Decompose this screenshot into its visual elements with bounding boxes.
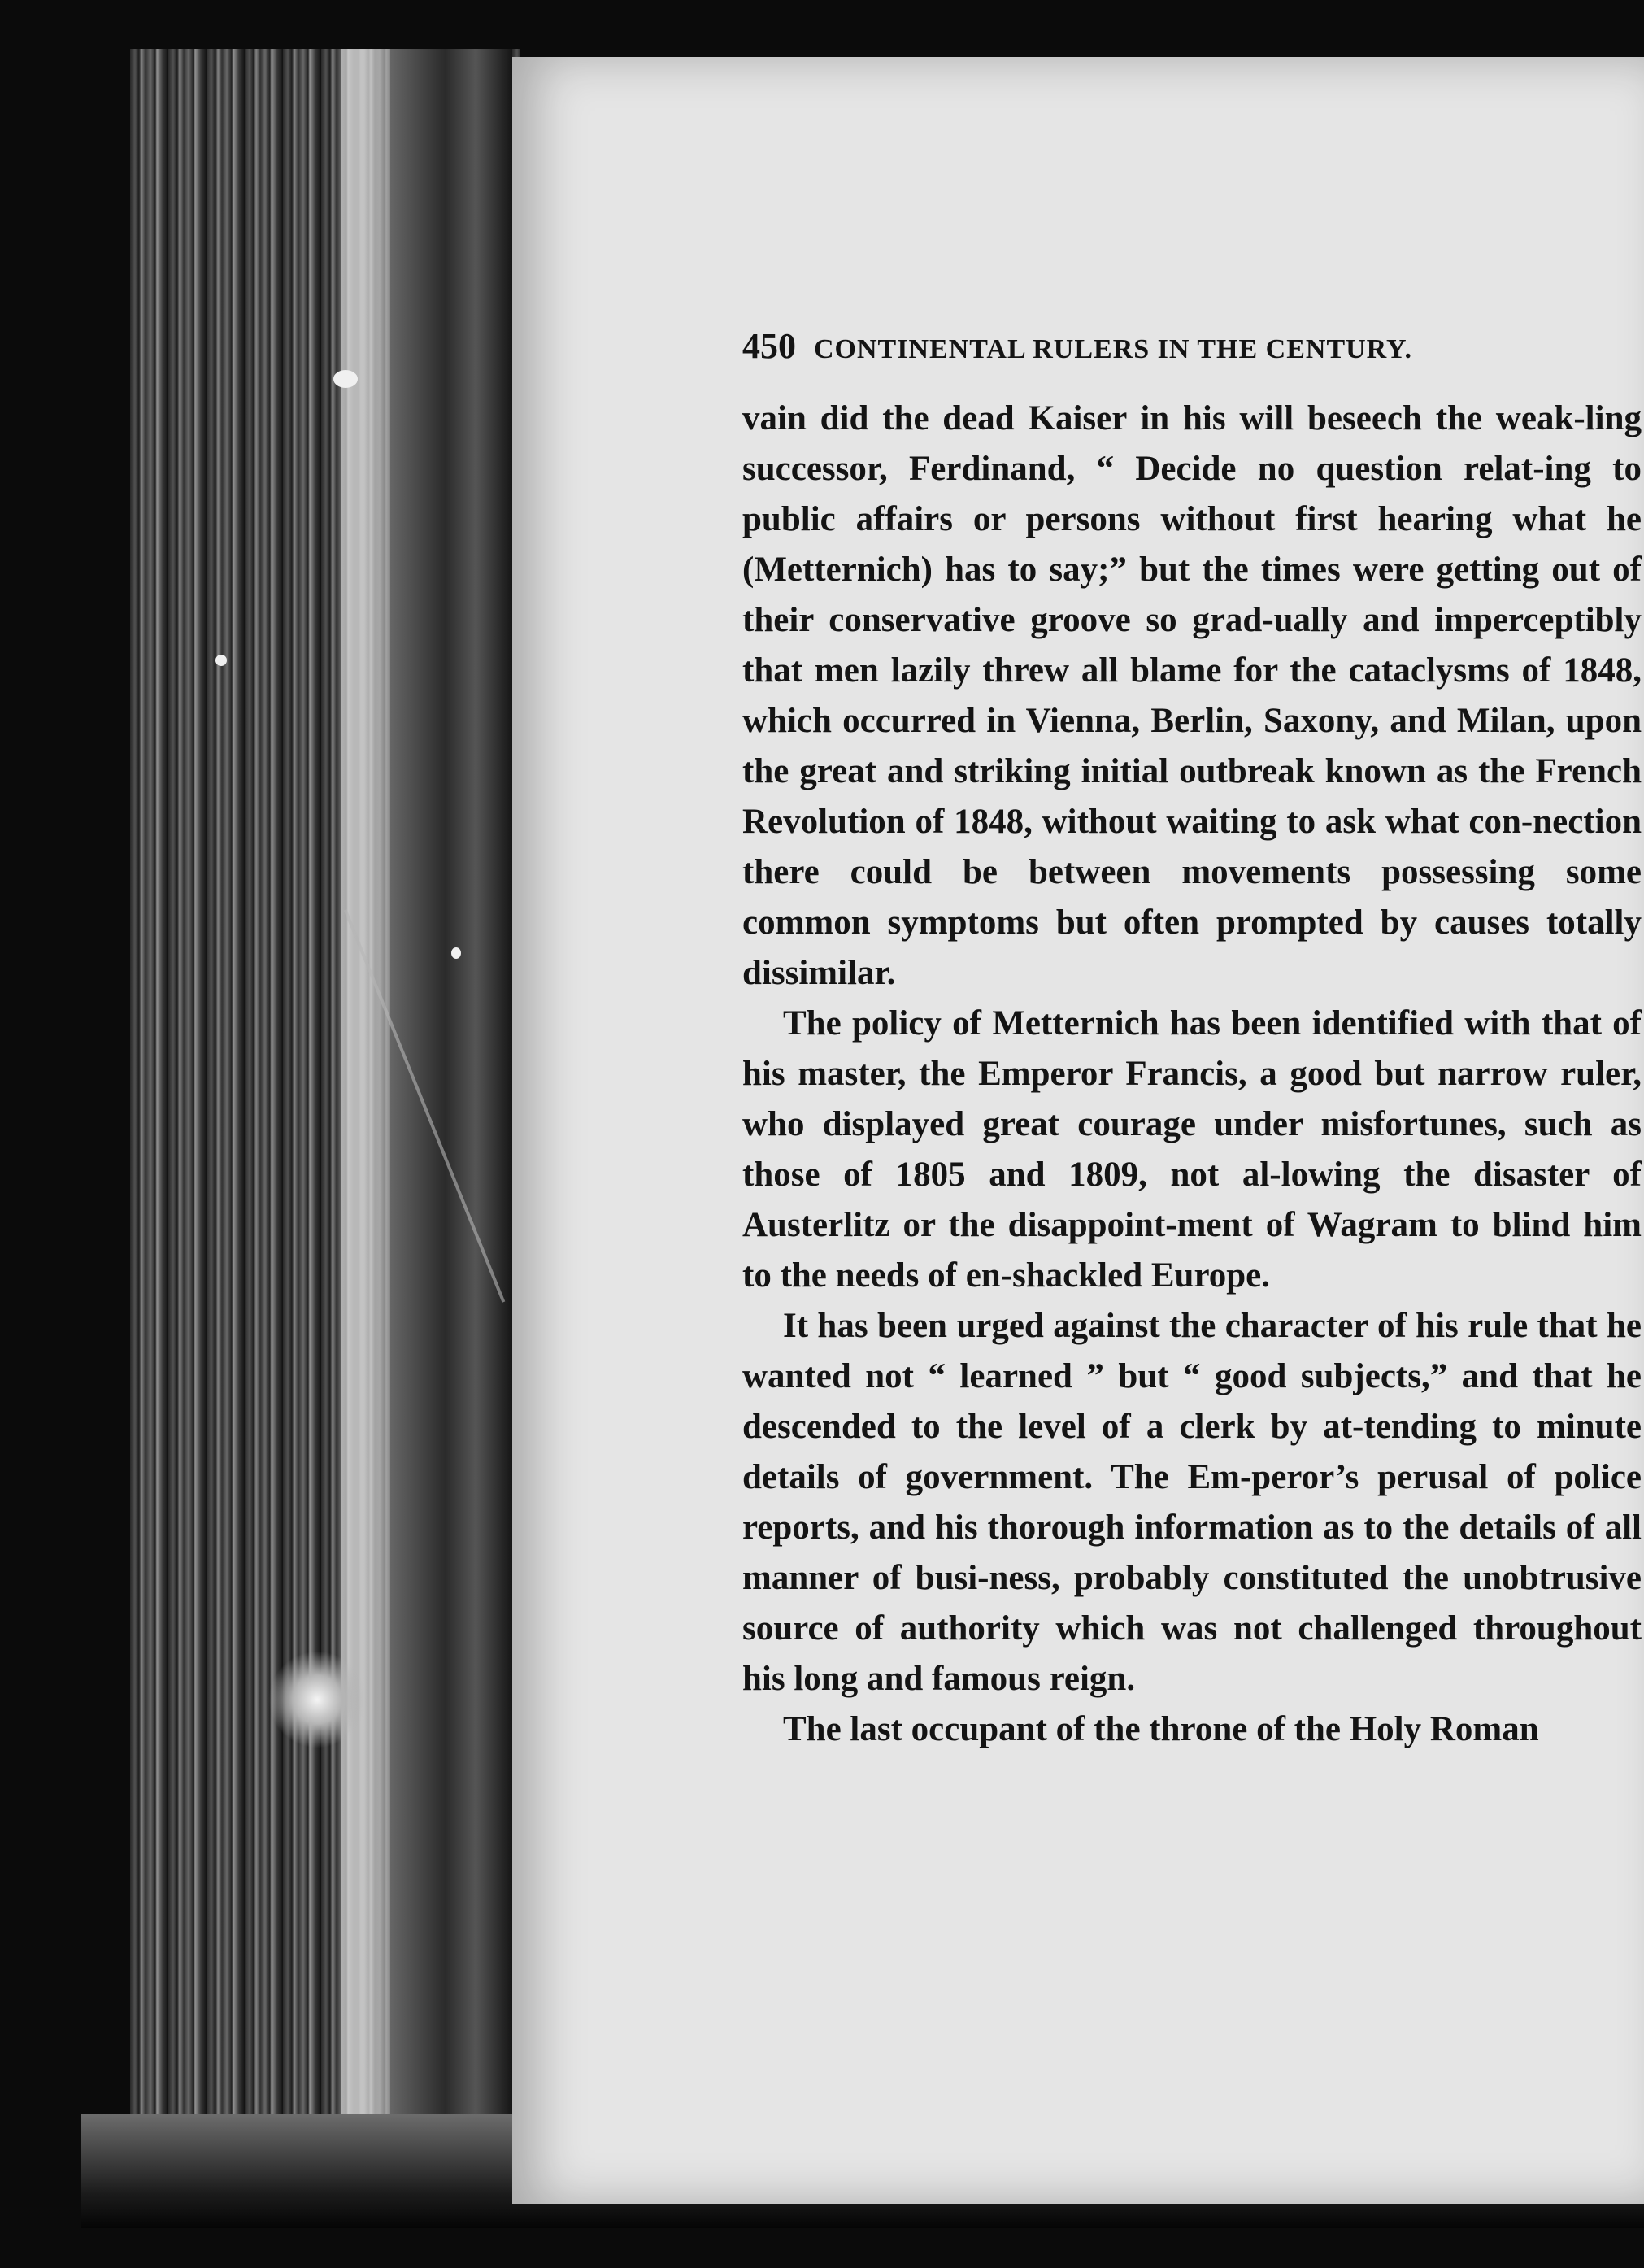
scan-speck [451, 947, 461, 959]
scan-glare [268, 1651, 366, 1748]
paragraph: The last occupant of the throne of the Holy Roman [783, 1710, 1539, 1748]
scan-speck [333, 370, 358, 388]
body-text [742, 394, 1642, 1755]
spine-shadow [390, 49, 512, 2196]
paragraph: vain did the dead Kaiser in his will beseech the weak-ling successor, Ferdinand, “ Decide no question relat-ing to public affairs or persons without first hearing what he (Metternich) has to say;” but the times were getting out of their conservative groove so grad-ually and imperceptibly that men lazily threw all blame for the cataclysms of 1848, which occurred in Vienna, Berlin, Saxony, and Milan, upon the great and striking initial outbreak known as the French Revolution of 1848, without waiting to ask what con-nection there could be between movements possessing some common symptoms but often prompted by causes totally dissimilar. [742, 399, 1642, 992]
paragraph: It has been urged against the character of his rule that he wanted not “ learned ” but “ good subjects,” and that he descended to the level of a clerk by at-tending to minute details of government. The Em-peror’s perusal of police reports, and his thorough information as to the details of all manner of busi-ness, probably constituted the unobtrusive source of authority which was not challenged throughout his long and famous reign. [742, 1307, 1642, 1698]
scan-speck [215, 655, 227, 666]
page-number: 450 [742, 326, 796, 366]
paragraph: The policy of Metternich has been identified with that of his master, the Emperor Francis, a good but narrow ruler, who displayed great courage under misfortunes, such as those of 1805 and 1809, not al-lowing the disaster of Austerlitz or the disappoint-ment of Wagram to blind him to the needs of en-shackled Europe. [742, 1004, 1642, 1295]
running-title: CONTINENTAL RULERS IN THE CENTURY. [814, 334, 1412, 364]
page-header [742, 325, 1644, 390]
